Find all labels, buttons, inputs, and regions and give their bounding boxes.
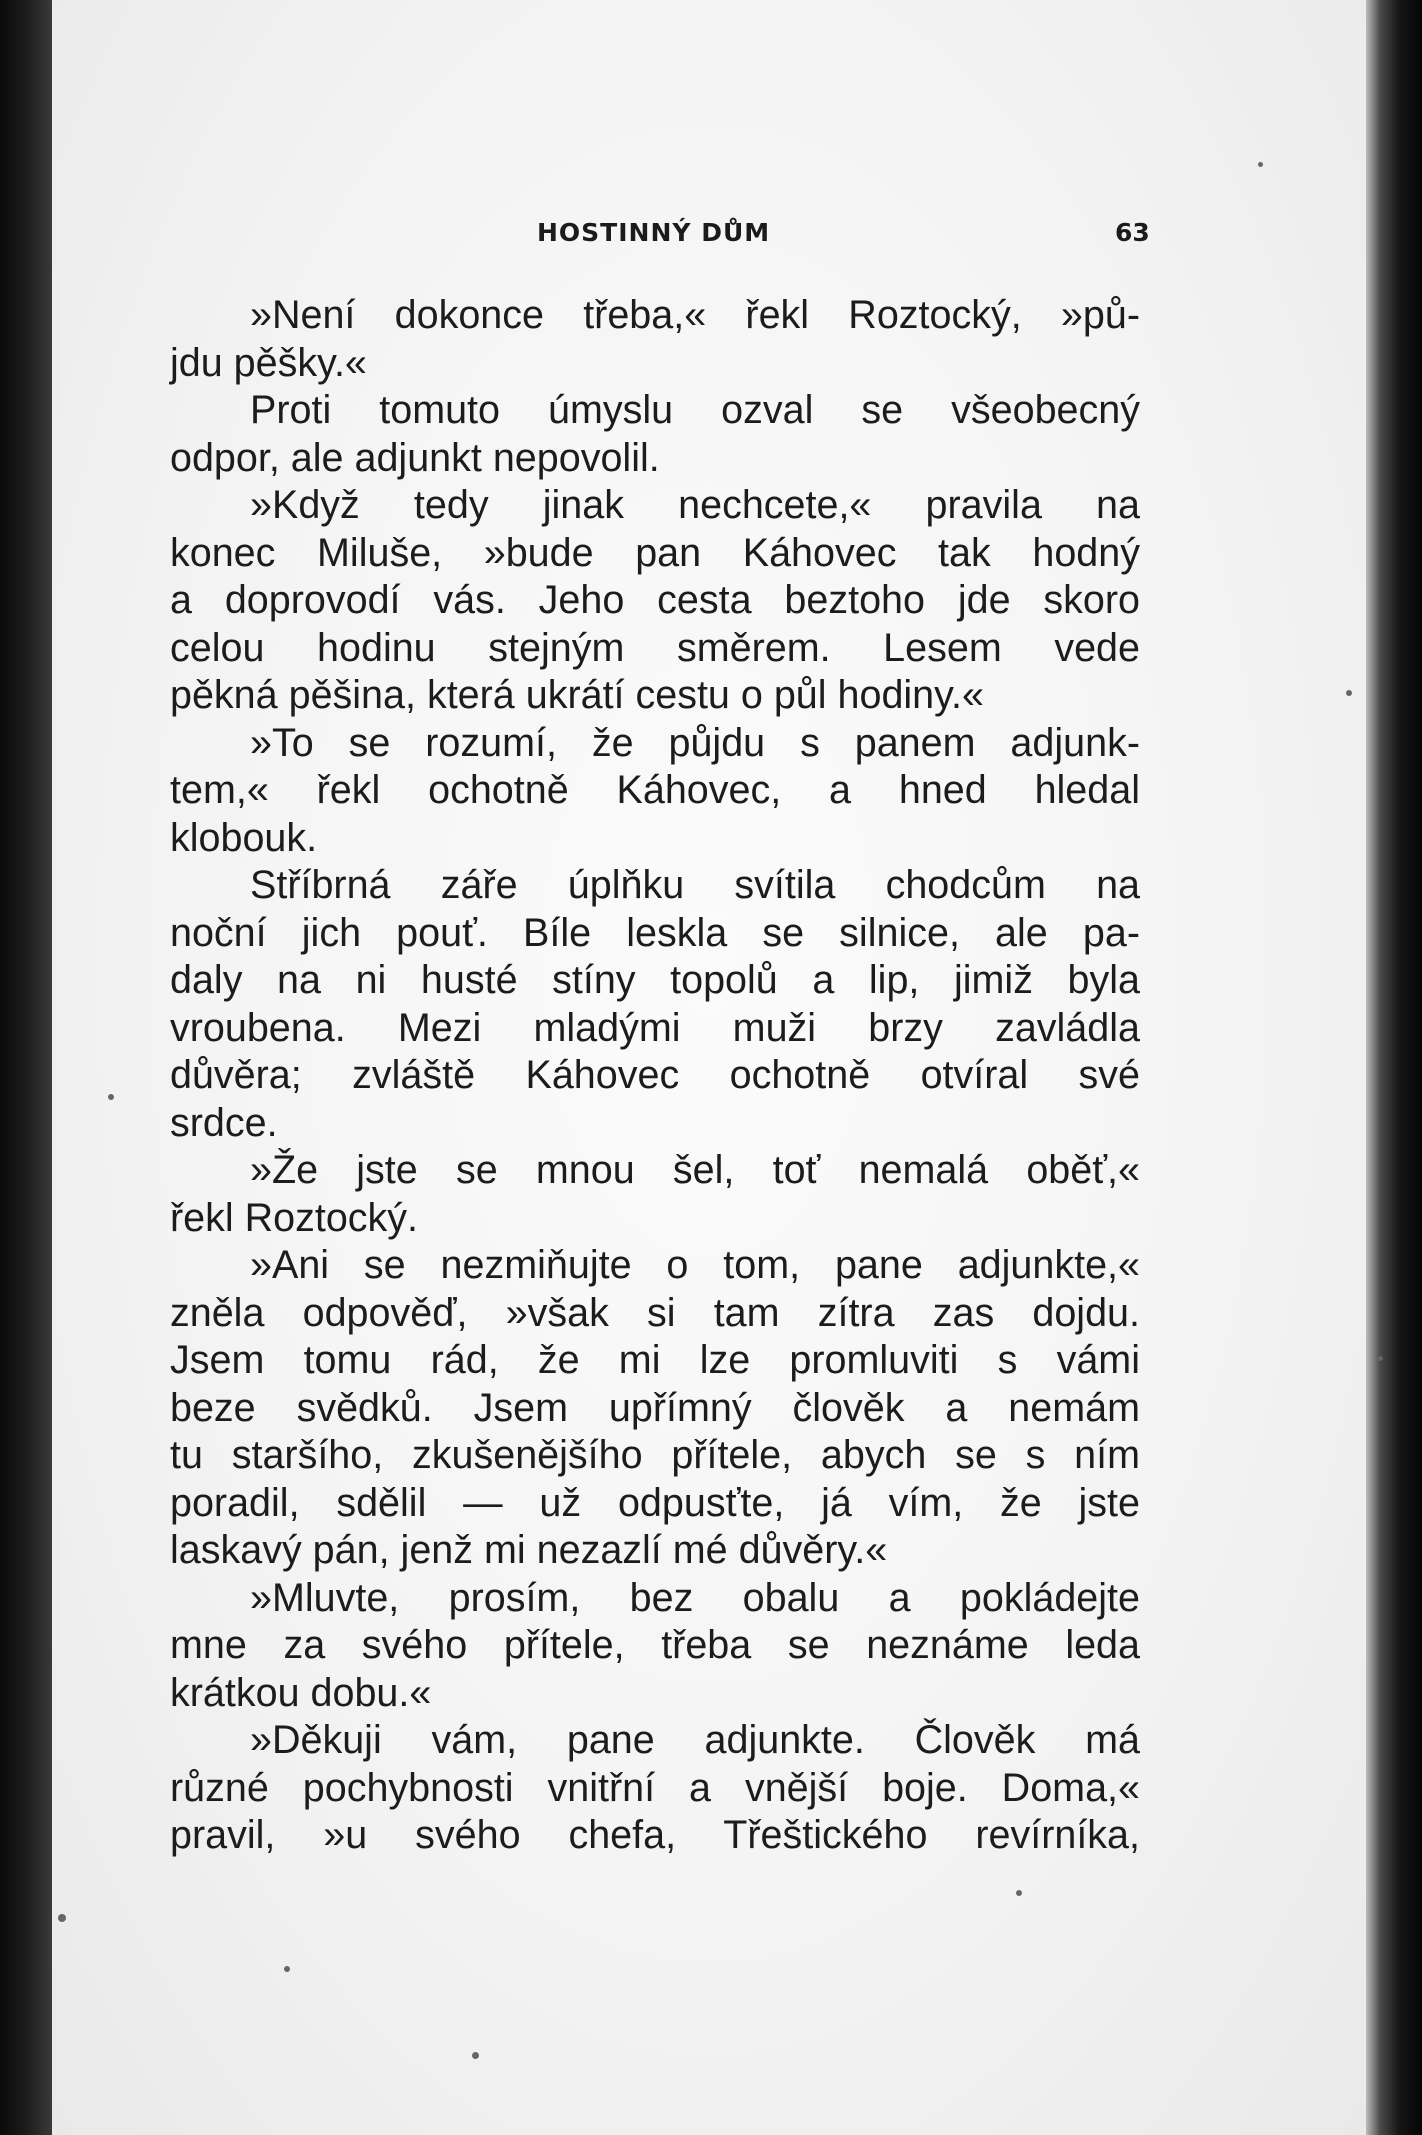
dust-speck [1378,1356,1383,1361]
text-line: daly na ni husté stíny topolů a lip, jimiž byla [170,958,1140,1002]
text-line: srdce. [170,1100,278,1145]
dust-speck [108,1094,114,1100]
body-text [170,292,1140,1860]
text-line: celou hodinu stejným směrem. Lesem vede [170,625,1140,670]
text-line: »Že jste se mnou šel, toť nemalá oběť,« [250,1148,1140,1192]
text-line: a doprovodí vás. Jeho cesta beztoho jde skoro [170,578,1140,622]
text-line: laskavý pán, jenž mi nezazlí mé důvěry.« [170,1528,888,1572]
page-header [485,212,1150,252]
dust-speck [1258,162,1263,167]
text-line: tu staršího, zkušenějšího přítele, abych se s ním [170,1433,1140,1477]
text-line: různé pochybnosti vnitřní a vnější boje. Doma,« [170,1765,1140,1810]
text-line: »Děkuji vám, pane adjunkte. Člověk má [250,1718,1140,1762]
text-line: poradil, sdělil — už odpusťte, já vím, že jste [170,1480,1140,1525]
text-line: mne za svého přítele, třeba se neznáme leda [170,1623,1140,1667]
text-line: jdu pěšky.« [170,340,367,385]
text-line: zněla odpověď, »však si tam zítra zas dojdu. [170,1290,1140,1335]
dust-speck [1346,690,1352,696]
text-line: tem,« řekl ochotně Káhovec, a hned hledal [170,768,1140,812]
dust-speck [284,1966,290,1972]
text-line: »Mluvte, prosím, bez obalu a pokládejte [250,1575,1140,1620]
right-scan-border [1366,0,1422,2135]
dust-speck [472,2052,479,2059]
text-line: krátkou dobu.« [170,1670,432,1715]
text-line: noční jich pouť. Bíle leskla se silnice, ale pa- [170,910,1140,955]
text-line: řekl Roztocký. [170,1195,419,1240]
text-line: odpor, ale adjunkt nepovolil. [170,435,660,480]
text-line: pěkná pěšina, která ukrátí cestu o půl hodiny.« [170,673,984,717]
page-number: 63 [1115,218,1150,247]
left-scan-border [0,0,52,2135]
text-line: »To se rozumí, že půjdu s panem adjunk- [250,720,1140,765]
text-line: Jsem tomu rád, že mi lze promluviti s vámi [170,1338,1140,1382]
running-title: HOSTINNÝ DŮM [537,218,771,247]
text-line: pravil, »u svého chefa, Třeštického revírníka, [170,1813,1140,1857]
text-line: Stříbrná záře úplňku svítila chodcům na [250,863,1140,907]
text-line: »Ani se nezmiňujte o tom, pane adjunkte,« [250,1243,1140,1287]
text-line: vroubena. Mezi mladými muži brzy zavládla [170,1005,1140,1050]
text-line: klobouk. [170,815,318,860]
text-line: beze svědků. Jsem upřímný člověk a nemám [170,1385,1140,1430]
text-line: »Když tedy jinak nechcete,« pravila na [250,483,1140,527]
dust-speck [58,1914,66,1922]
text-line: důvěra; zvláště Káhovec ochotně otvíral své [170,1053,1140,1097]
text-line: »Není dokonce třeba,« řekl Roztocký, »pů- [250,293,1140,337]
dust-speck [1016,1890,1022,1896]
text-line: konec Miluše, »bude pan Káhovec tak hodný [170,530,1140,575]
text-line: Proti tomuto úmyslu ozval se všeobecný [250,388,1140,432]
